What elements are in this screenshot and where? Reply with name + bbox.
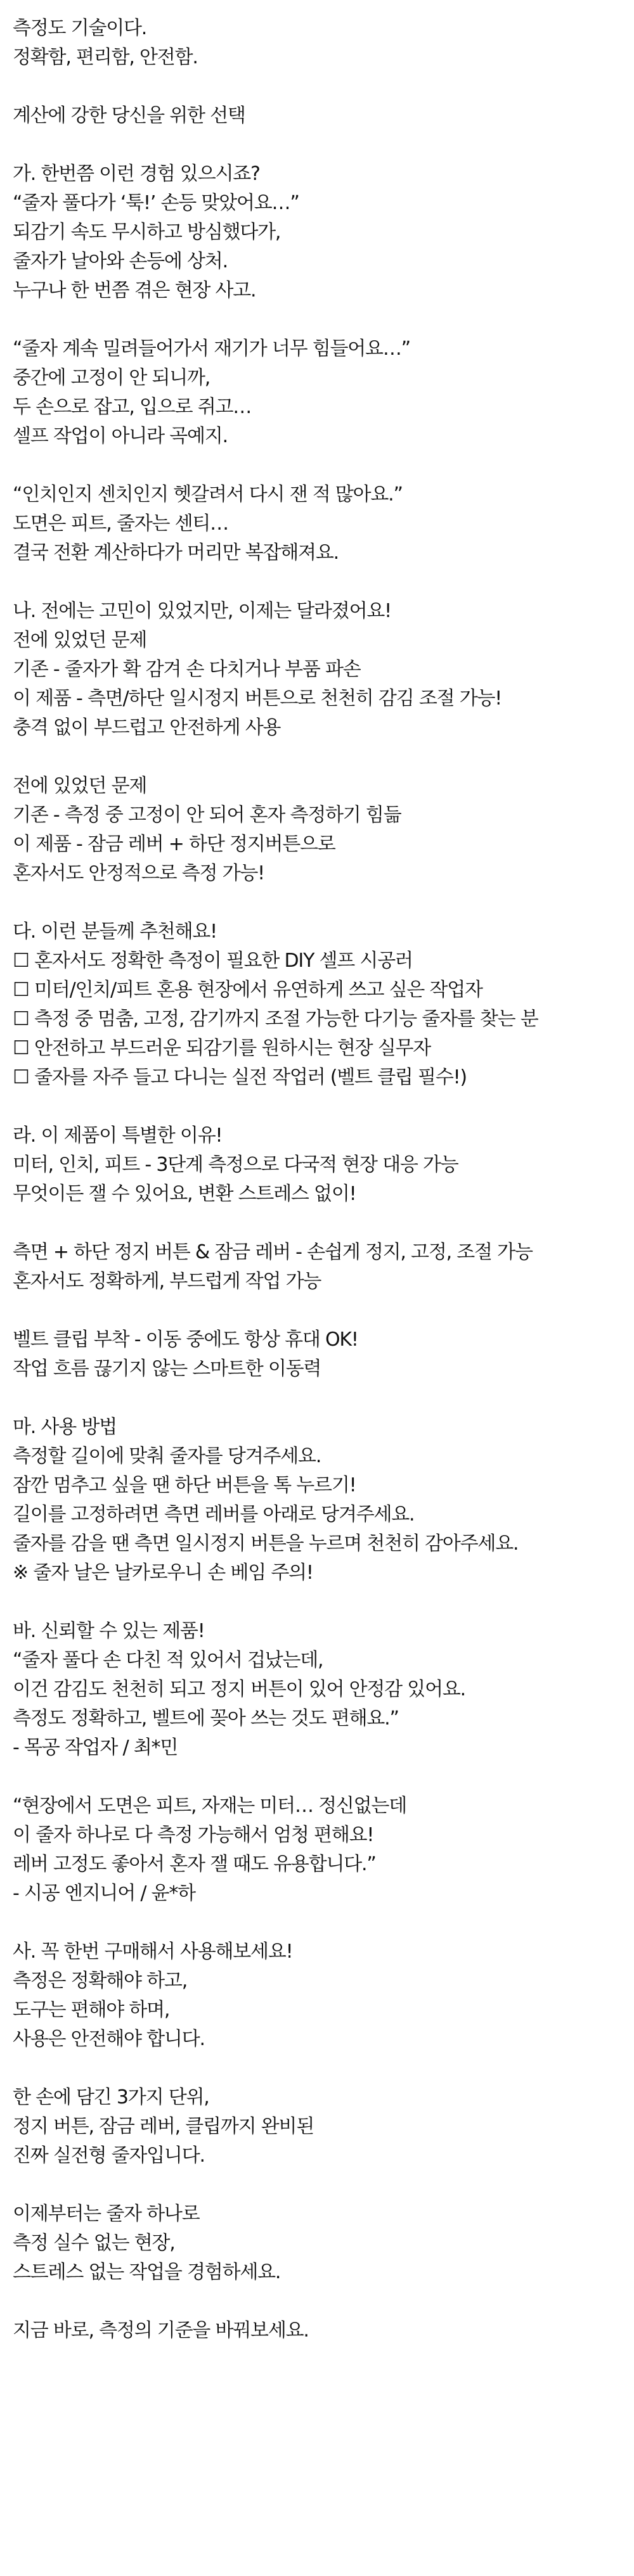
- text-line: 되감기 속도 무시하고 방심했다가,: [13, 221, 281, 243]
- text-line: “현장에서 도면은 피트, 자재는 미터… 정신없는데: [13, 1795, 406, 1817]
- paragraph-gap: [13, 72, 634, 101]
- text-line: 이건 감김도 천천히 되고 정지 버튼이 있어 안정감 있어요.: [13, 1678, 465, 1700]
- text-block-ba-2: [13, 1792, 634, 1908]
- paragraph-gap: [13, 888, 634, 917]
- text-line: 충격 없이 부드럽고 안전하게 사용: [13, 717, 281, 739]
- text-block-intro: [13, 14, 634, 72]
- text-line: - 목공 작업자 / 최*민: [13, 1737, 178, 1759]
- text-line: 무엇이든 잴 수 있어요, 변환 스트레스 없이!: [13, 1183, 356, 1205]
- text-line: 기존 - 줄자가 확 감겨 손 다치거나 부품 파손: [13, 658, 361, 680]
- paragraph-gap: [13, 1908, 634, 1937]
- text-block-ra-3: [13, 1325, 634, 1384]
- text-line: 이제부터는 줄자 하나로: [13, 2203, 200, 2225]
- paragraph-gap: [13, 451, 634, 480]
- text-line: 중간에 고정이 안 되니까,: [13, 367, 210, 389]
- text-block-section-ma: [13, 1413, 634, 1588]
- text-line: 측정도 정확하고, 벨트에 꽂아 쓰는 것도 편해요.”: [13, 1707, 399, 1730]
- text-line: 마. 사용 방법: [13, 1416, 117, 1438]
- text-block-section-ra: [13, 1121, 634, 1209]
- text-block-section-na: [13, 597, 634, 743]
- paragraph-gap: [13, 1209, 634, 1238]
- text-line: 결국 전환 계산하다가 머리만 복잡해져요.: [13, 542, 339, 564]
- text-line: 이 줄자 하나로 다 측정 가능해서 엄청 편해요!: [13, 1824, 374, 1846]
- text-line: ☐ 줄자를 자주 들고 다니는 실전 작업러 (벨트 클립 필수!): [13, 1066, 467, 1088]
- text-line: - 시공 엔지니어 / 윤*하: [13, 1882, 195, 1904]
- text-block-section-sa: [13, 1937, 634, 2054]
- text-line: 한 손에 담긴 3가지 단위,: [13, 2086, 209, 2108]
- text-line: 스트레스 없는 작업을 경험하세요.: [13, 2261, 281, 2283]
- text-line: 잠깐 멈추고 싶을 땐 하단 버튼을 톡 누르기!: [13, 1474, 356, 1496]
- text-line: 줄자가 날아와 손등에 상처.: [13, 250, 228, 272]
- text-line: 혼자서도 정확하게, 부드럽게 작업 가능: [13, 1270, 321, 1292]
- text-line: 다. 이런 분들께 추천해요!: [13, 921, 217, 943]
- text-line: “줄자 계속 밀려들어가서 재기가 너무 힘들어요…”: [13, 338, 410, 360]
- text-line: 두 손으로 잡고, 입으로 쥐고…: [13, 396, 252, 418]
- paragraph-gap: [13, 1763, 634, 1792]
- text-block-section-ba: [13, 1617, 634, 1763]
- text-line: 진짜 실전형 줄자입니다.: [13, 2145, 205, 2167]
- text-block-section-da: [13, 917, 634, 1092]
- paragraph-gap: [13, 1588, 634, 1617]
- text-line: 줄자를 감을 땐 측면 일시정지 버튼을 누르며 천천히 감아주세요.: [13, 1533, 519, 1555]
- text-line: 사. 꼭 한번 구매해서 사용해보세요!: [13, 1941, 293, 1963]
- text-line: ※ 줄자 날은 날카로우니 손 베임 주의!: [13, 1562, 313, 1584]
- text-line: 전에 있었던 문제: [13, 775, 147, 797]
- text-line: 정지 버튼, 잠금 레버, 클립까지 완비된: [13, 2115, 314, 2138]
- text-line: 미터, 인치, 피트 - 3단계 측정으로 다국적 현장 대응 가능: [13, 1154, 458, 1176]
- text-line: 도면은 피트, 줄자는 센티…: [13, 513, 228, 535]
- text-line: 셀프 작업이 아니라 곡예지.: [13, 425, 228, 447]
- text-line: 계산에 강한 당신을 위한 선택: [13, 105, 245, 127]
- text-block-ga-quote-2: [13, 335, 634, 451]
- text-line: 측정할 길이에 맞춰 줄자를 당겨주세요.: [13, 1445, 321, 1467]
- text-block-ga-quote-3: [13, 480, 634, 568]
- text-line: 누구나 한 번쯤 겪은 현장 사고.: [13, 279, 256, 302]
- text-line: 전에 있었던 문제: [13, 629, 147, 651]
- paragraph-gap: [13, 568, 634, 597]
- text-line: 나. 전에는 고민이 있었지만, 이제는 달라졌어요!: [13, 600, 391, 622]
- paragraph-gap: [13, 2171, 634, 2200]
- text-line: “줄자 풀다가 ‘툭!’ 손등 맞았어요…”: [13, 192, 299, 214]
- paragraph-gap: [13, 1296, 634, 1325]
- paragraph-gap: [13, 743, 634, 772]
- text-line: 바. 신뢰할 수 있는 제품!: [13, 1620, 205, 1642]
- text-line: 사용은 안전해야 합니다.: [13, 2028, 205, 2050]
- text-block-sa-2: [13, 2083, 634, 2171]
- text-line: 측면 + 하단 정지 버튼 & 잠금 레버 - 손쉽게 정지, 고정, 조절 가능: [13, 1241, 533, 1263]
- text-line: 측정도 기술이다.: [13, 17, 147, 39]
- text-block-na-problem-2: [13, 772, 634, 888]
- text-line: 라. 이 제품이 특별한 이유!: [13, 1125, 223, 1147]
- text-line: 정확함, 편리함, 안전함.: [13, 46, 198, 68]
- text-line: 측정은 정확해야 하고,: [13, 1970, 188, 1992]
- text-line: 작업 흐름 끊기지 않는 스마트한 이동력: [13, 1358, 321, 1380]
- paragraph-gap: [13, 2287, 634, 2316]
- text-line: ☐ 안전하고 부드러운 되감기를 원하시는 현장 실무자: [13, 1037, 431, 1059]
- text-line: 가. 한번쯤 이런 경험 있으시죠?: [13, 163, 260, 185]
- document-body: [13, 14, 634, 2345]
- paragraph-gap: [13, 305, 634, 335]
- text-line: 벨트 클립 부착 - 이동 중에도 항상 휴대 OK!: [13, 1329, 358, 1351]
- text-block-subtitle: [13, 101, 634, 131]
- text-line: 도구는 편해야 하며,: [13, 1999, 170, 2021]
- text-line: 이 제품 - 측면/하단 일시정지 버튼으로 천천히 감김 조절 가능!: [13, 687, 502, 710]
- text-line: 길이를 고정하려면 측면 레버를 아래로 당겨주세요.: [13, 1503, 415, 1526]
- text-line: 기존 - 측정 중 고정이 안 되어 혼자 측정하기 힘듦: [13, 804, 401, 826]
- text-line: 측정 실수 없는 현장,: [13, 2232, 175, 2254]
- text-block-ra-2: [13, 1238, 634, 1296]
- text-line: ☐ 측정 중 멈춤, 고정, 감기까지 조절 가능한 다기능 줄자를 찾는 분: [13, 1008, 538, 1030]
- text-line: “인치인지 센치인지 헷갈려서 다시 잰 적 많아요.”: [13, 483, 403, 506]
- paragraph-gap: [13, 131, 634, 160]
- paragraph-gap: [13, 1092, 634, 1121]
- text-line: ☐ 혼자서도 정확한 측정이 필요한 DIY 셀프 시공러: [13, 950, 413, 972]
- text-line: “줄자 풀다 손 다친 적 있어서 겁났는데,: [13, 1649, 323, 1671]
- text-line: 이 제품 - 잠금 레버 + 하단 정지버튼으로: [13, 833, 335, 855]
- text-line: 혼자서도 안정적으로 측정 가능!: [13, 862, 264, 884]
- paragraph-gap: [13, 1384, 634, 1413]
- text-block-section-ga: [13, 160, 634, 305]
- text-line: 지금 바로, 측정의 기준을 바꿔보세요.: [13, 2319, 309, 2342]
- text-block-closing: [13, 2316, 634, 2345]
- text-block-sa-3: [13, 2200, 634, 2287]
- text-line: 레버 고정도 좋아서 혼자 잴 때도 유용합니다.”: [13, 1853, 376, 1875]
- text-line: ☐ 미터/인치/피트 혼용 현장에서 유연하게 쓰고 싶은 작업자: [13, 979, 482, 1001]
- paragraph-gap: [13, 2054, 634, 2083]
